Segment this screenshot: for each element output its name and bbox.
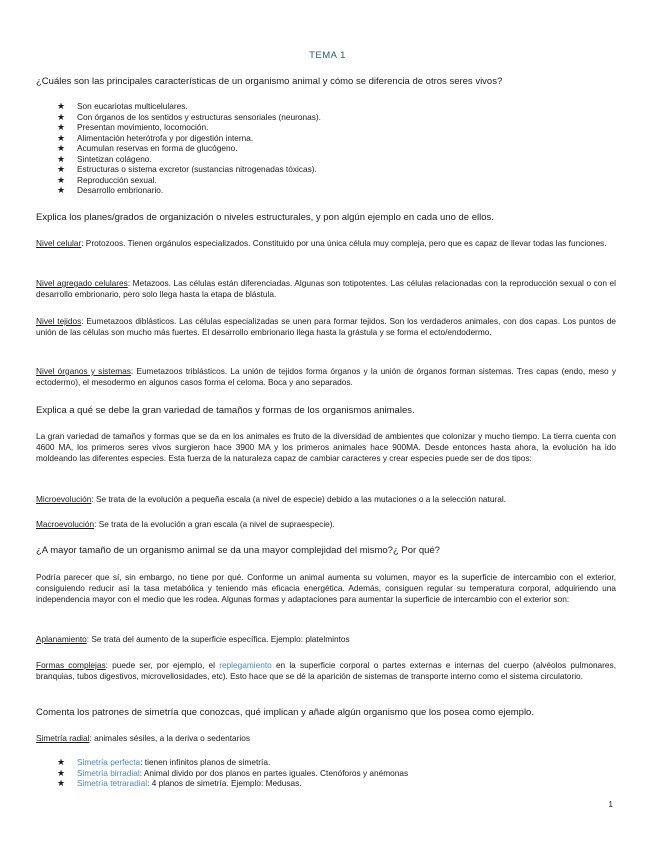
paragraph-formas-complejas: Formas complejas: puede ser, por ejemplo, el replegamiento en la superficie corporal o partes externas e internas del cuerpo (alvéolos pulmonares, branquias, tubos digestivos, microvellosidades, etc). Esto hace que se dé la aparición de sistemas de transporte interno como el sistema circulatorio.	[36, 660, 616, 681]
list-item: ★ Simetría perfecta: tienen infinitos planos de simetría.	[57, 757, 271, 767]
star-bullet-icon: ★	[57, 153, 66, 164]
paragraph-macroevolucion: Macroevolución: Se trata de la evolución a gran escala (a nivel de supraespecie).	[36, 519, 335, 529]
list-item: ★ Sintetizan colágeno.	[57, 153, 152, 164]
term-microevolucion: Microevolución	[36, 494, 92, 504]
star-bullet-icon: ★	[57, 164, 66, 174]
paragraph-nivel-agregado: Nivel agregado celulares: Metazoos. Las células están diferenciadas. Algunas son totipotentes. Las células relacionadas con la reproducción sexual o con el desarrollo embrionario, pero solo llega hasta la etapa de blástula.	[36, 278, 616, 299]
list-item: ★ Acumulan reservas en forma de glucógeno.	[57, 143, 238, 153]
question-1: ¿Cuáles son las principales características de un organismo animal y cómo se diferencia de otros seres vivos?	[36, 76, 503, 87]
term-nivel-agregado: Nivel agregado celulares	[36, 278, 128, 288]
paragraph-nivel-celular: Nivel celular: Protozoos. Tienen orgánulos especializados. Constituido por una única célula muy compleja, pero que es capaz de llevar todas las funciones.	[36, 238, 607, 248]
highlight-replegamiento: replegamiento	[219, 660, 272, 670]
term-aplanamiento: Aplanamiento	[36, 634, 87, 644]
star-bullet-icon: ★	[57, 185, 66, 195]
term-nivel-tejidos: Nivel tejidos	[36, 316, 82, 326]
star-bullet-icon: ★	[57, 757, 66, 767]
list-item: ★ Alimentación heterótrofa y por digestión interna.	[57, 132, 254, 143]
question-3: Explica a qué se debe la gran variedad de tamaños y formas de los organismos animales.	[36, 405, 415, 416]
list-item: ★ Presentan movimiento, locomoción.	[57, 122, 209, 132]
star-bullet-icon: ★	[57, 778, 66, 788]
characteristics-list	[57, 101, 321, 196]
star-bullet-icon: ★	[57, 174, 66, 185]
star-bullet-icon: ★	[57, 767, 66, 778]
paragraph-simetria-radial: Simetría radial: animales sésiles, a la deriva o sedentarios	[36, 733, 250, 743]
list-item: ★ Simetría tetraradial: 4 planos de simetría. Ejemplo: Medusas.	[57, 778, 302, 788]
list-item: ★ Desarrollo embrionario.	[57, 185, 164, 195]
page-title: TEMA 1	[309, 50, 346, 61]
star-bullet-icon: ★	[57, 122, 66, 132]
paragraph-microevolucion: Microevolución: Se trata de la evolución a pequeña escala (a nivel de especie) debido a las mutaciones o a la selección natural.	[36, 494, 506, 504]
term-macroevolucion: Macroevolución	[36, 519, 95, 529]
paragraph-variety: La gran variedad de tamaños y formas que se da en los animales es fruto de la diversidad de ambientes que colonizar y mucho tiempo. La tierra cuenta con 4600 MA, los primeros seres vivos surgieron hace 3900 MA y los primeros animales hace 900MA. Desde entonces hasta ahora, la evolución ha ido moldeando las diferentes especies. Esta fuerza de la naturaleza capaz de cambiar caracteres y crear especies puede ser de dos tipos:	[36, 431, 616, 463]
page-number: 1	[608, 800, 613, 809]
question-2: Explica los planes/grados de organización o niveles estructurales, y pon algún ejemplo en cada uno de ellos.	[36, 212, 494, 223]
star-bullet-icon: ★	[57, 101, 66, 111]
paragraph-size: Podría parecer que sí, sin embargo, no tiene por qué. Conforme un animal aumenta su volumen, mayor es la superficie de intercambio con el exterior, consiguiendo reducir así la tasa metabólica y teniendo más eficacia energética. Además, consiguen regular su temperatura corporal, adquiriendo una independencia mayor con el medio que les rodea. Algunas formas y adaptaciones para aumentar la superficie de intercambio con el exterior son:	[36, 572, 616, 604]
term-formas-complejas: Formas complejas	[36, 660, 106, 670]
question-4: ¿A mayor tamaño de un organismo animal se da una mayor complejidad del mismo?¿ Por qué?	[36, 545, 440, 556]
paragraph-nivel-organos: Nivel órganos y sistemas: Eumetazoos triblásticos. La unión de tejidos forma órganos y la unión de órganos forman sistemas. Tres capas (endo, meso y ectodermo), el mesodermo en algunos casos forma el celoma. Boca y ano separados.	[36, 366, 616, 387]
paragraph-aplanamiento: Aplanamiento: Se trata del aumento de la superficie específica. Ejemplo: platelmintos	[36, 634, 350, 644]
list-item: ★ Con órganos de los sentidos y estructuras sensoriales (neuronas).	[57, 111, 321, 122]
term-nivel-celular: Nivel celular	[36, 238, 82, 248]
star-bullet-icon: ★	[57, 143, 66, 153]
list-item: ★ Estructuras o sistema excretor (sustancias nitrogenadas tóxicas).	[57, 164, 317, 174]
list-item: ★ Son eucariotas multicelulares.	[57, 101, 188, 111]
symmetry-list	[57, 757, 408, 789]
term-simetria-radial: Simetría radial	[36, 733, 90, 743]
list-item: ★ Simetría birradial: Animal divido por dos planos en partes iguales. Ctenóforos y anémonas	[57, 767, 409, 778]
star-bullet-icon: ★	[57, 132, 66, 143]
question-5: Comenta los patrones de simetría que conozcas, qué implican y añade algún organismo que los posea como ejemplo.	[36, 707, 534, 718]
paragraph-nivel-tejidos: Nivel tejidos: Eumetazoos diblásticos. Las células especializadas se unen para formar tejidos. Son los verdaderos animales, con dos capas. Los puntos de unión de las células son mucho más fuertes. El desarrollo embrionario llega hasta la grástula y se forma el ecto/endodermo.	[36, 316, 616, 337]
list-item: ★ Reproducción sexual.	[57, 174, 157, 185]
star-bullet-icon: ★	[57, 111, 66, 122]
term-nivel-organos: Nivel órganos y sistemas	[36, 366, 131, 376]
